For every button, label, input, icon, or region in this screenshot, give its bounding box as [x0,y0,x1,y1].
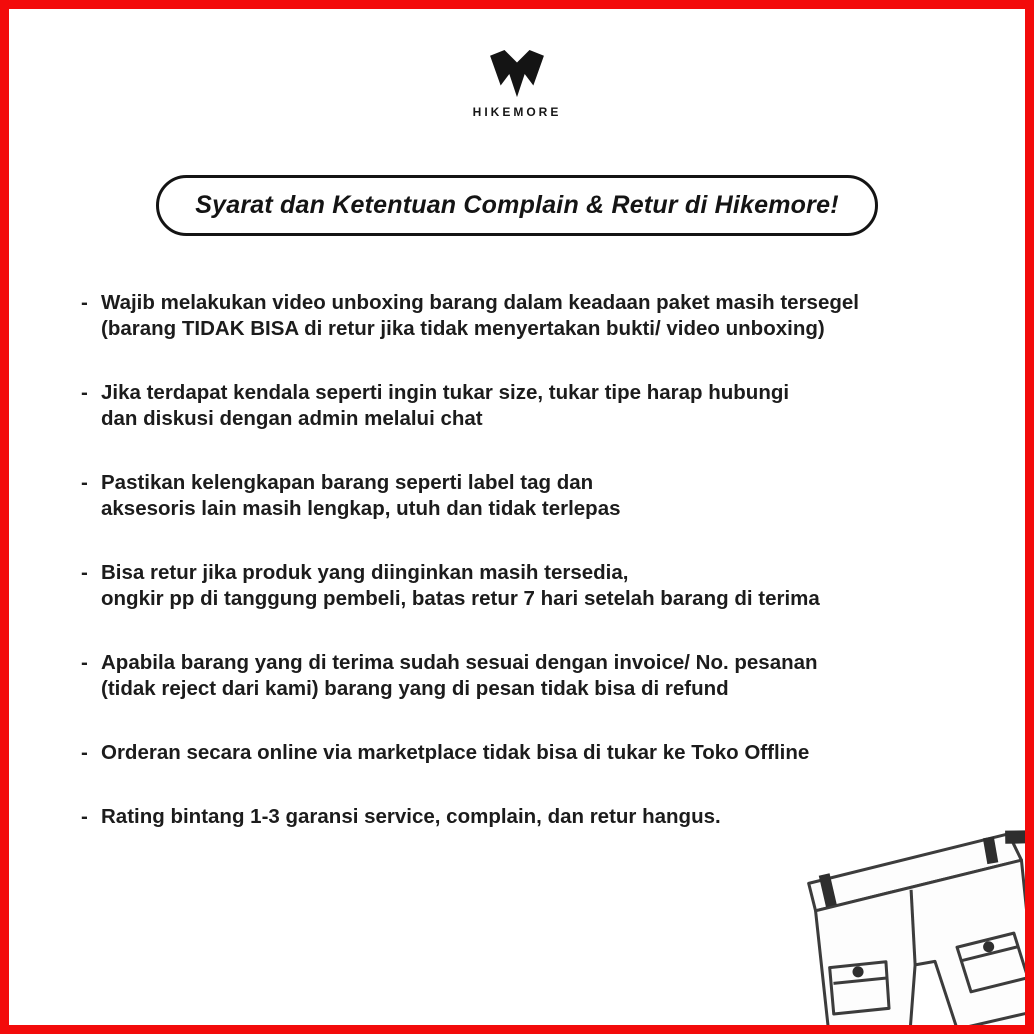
list-item [81,290,965,342]
list-item [81,650,965,702]
list-item [81,470,965,522]
hikemore-logo-icon [488,49,546,99]
bullet-dash: - [81,471,88,494]
term-text: Jika terdapat kendala seperti ingin tukar size, tukar tipe harap hubungi [101,381,790,404]
terms-list [9,290,1025,830]
bullet-dash: - [81,381,88,404]
term-text: aksesoris lain masih lengkap, utuh dan tidak terlepas [101,497,621,520]
term-text: dan diskusi dengan admin melalui chat [101,407,483,430]
bullet-dash: - [81,561,88,584]
term-text: Bisa retur jika produk yang diinginkan masih tersedia, [101,561,629,584]
term-text: Orderan secara online via marketplace tidak bisa di tukar ke Toko Offline [101,741,810,764]
bullet-dash: - [81,651,88,674]
term-text: Pastikan kelengkapan barang seperti label tag dan [101,471,594,494]
list-item [81,380,965,432]
brand-header [9,9,1025,119]
title-row [9,175,1025,236]
bullet-dash: - [81,291,88,314]
list-item [81,804,965,830]
list-item [81,740,965,766]
term-text: Rating bintang 1-3 garansi service, complain, dan retur hangus. [101,805,721,828]
brand-name: HIKEMORE [472,105,562,119]
list-item [81,560,965,612]
bullet-dash: - [81,741,88,764]
term-text: ongkir pp di tanggung pembeli, batas retur 7 hari setelah barang di terima [101,587,820,610]
term-text: (tidak reject dari kami) barang yang di pesan tidak bisa di refund [101,677,729,700]
page-title: Syarat dan Ketentuan Complain & Retur di Hikemore! [156,175,877,236]
term-text: Wajib melakukan video unboxing barang dalam keadaan paket masih tersegel [101,291,859,314]
bullet-dash: - [81,805,88,828]
term-text: Apabila barang yang di terima sudah sesuai dengan invoice/ No. pesanan [101,651,818,674]
cargo-shorts-illustration [793,829,1034,1034]
term-text: (barang TIDAK BISA di retur jika tidak menyertakan bukti/ video unboxing) [101,317,825,340]
